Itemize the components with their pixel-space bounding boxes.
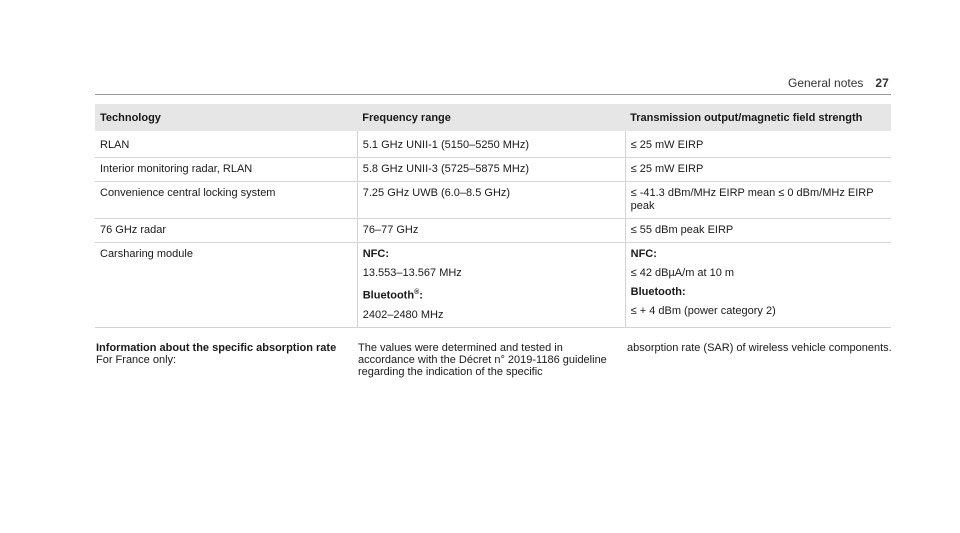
cell-frequency <box>357 243 625 328</box>
cell-output: ≤ 55 dBm peak EIRP <box>625 219 891 243</box>
bluetooth-label-text: Bluetooth <box>362 289 415 302</box>
bluetooth-frequency: 2402–2480 MHz <box>362 308 444 321</box>
frequency-table <box>95 104 891 328</box>
bluetooth-label: Bluetooth: <box>630 286 686 298</box>
nfc-label: NFC: <box>362 248 390 260</box>
table-row <box>95 131 891 158</box>
section-title: General notes <box>788 76 864 90</box>
sar-info-column-2: The values were determined and tested in accordance with the Décret n° 2019-1186 guideline regarding the indication of the specific <box>358 342 607 378</box>
header-frequency: Frequency range <box>357 104 625 131</box>
cell-technology: RLAN <box>95 131 357 158</box>
nfc-output: ≤ 42 dBµA/m at 10 m <box>630 267 735 279</box>
sar-title: Information about the specific absorption rate <box>96 342 337 354</box>
cell-frequency: 7.25 GHz UWB (6.0–8.5 GHz) <box>357 182 625 219</box>
table-header-row <box>95 104 891 131</box>
table-row <box>95 158 891 182</box>
header-output: Transmission output/magnetic field strength <box>625 104 891 131</box>
cell-technology: Carsharing module <box>95 243 357 328</box>
bluetooth-colon: : <box>419 289 423 302</box>
nfc-label: NFC: <box>630 248 657 260</box>
cell-technology: 76 GHz radar <box>95 219 357 243</box>
bluetooth-output: ≤ + 4 dBm (power category 2) <box>630 305 776 317</box>
sar-info-column-3: absorption rate (SAR) of wireless vehicle components. <box>627 342 892 354</box>
page-header <box>788 76 889 90</box>
table-row <box>95 182 891 219</box>
cell-output <box>625 243 891 328</box>
registered-mark: ® <box>414 289 420 296</box>
bluetooth-label <box>363 286 620 303</box>
sar-intro: For France only: <box>96 354 177 366</box>
cell-technology: Interior monitoring radar, RLAN <box>95 158 357 182</box>
page-number: 27 <box>875 76 889 90</box>
table-row <box>95 243 891 328</box>
cell-frequency: 5.1 GHz UNII-1 (5150–5250 MHz) <box>357 131 625 158</box>
sar-info-column-1 <box>96 342 346 366</box>
cell-frequency: 5.8 GHz UNII-3 (5725–5875 MHz) <box>357 158 625 182</box>
table-row <box>95 219 891 243</box>
cell-output: ≤ 25 mW EIRP <box>625 158 891 182</box>
cell-output: ≤ 25 mW EIRP <box>625 131 891 158</box>
cell-technology: Convenience central locking system <box>95 182 357 219</box>
nfc-frequency: 13.553–13.567 MHz <box>362 267 462 279</box>
header-rule <box>95 94 891 95</box>
header-technology: Technology <box>95 104 357 131</box>
cell-frequency: 76–77 GHz <box>357 219 625 243</box>
cell-output: ≤ -41.3 dBm/MHz EIRP mean ≤ 0 dBm/MHz EIRP peak <box>625 182 891 219</box>
